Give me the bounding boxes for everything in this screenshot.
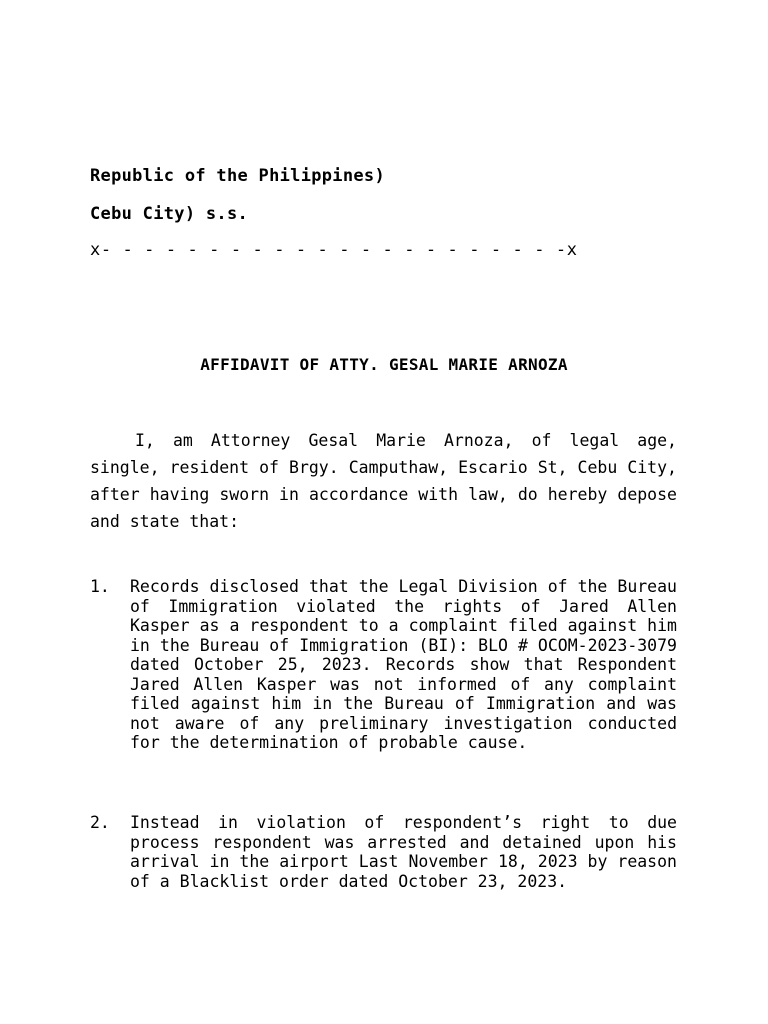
item-number: 1. bbox=[90, 577, 110, 596]
venue-city: Cebu City) s.s. bbox=[90, 204, 249, 224]
item-text: Records disclosed that the Legal Division of the Bureau of Immigration violated the rights of Jared Allen Kasper as a respondent to a complaint filed against him in the Bureau of Immigration (BI): BLO # OCOM-2023-3079 dated October 25, 2023. Records show that Respondent Jared Allen Kasper was not informed of any complaint filed against him in the Bureau of Immigration and was not aware of any preliminary investigation conducted for the determination of probable cause. bbox=[130, 577, 677, 752]
caption-separator: x- - - - - - - - - - - - - - - - - - - - - -x bbox=[90, 240, 578, 260]
numbered-item bbox=[90, 813, 677, 891]
numbered-item bbox=[90, 577, 677, 753]
item-text: Instead in violation of respondent’s right to due process respondent was arrested and detained upon his arrival in the airport Last November 18, 2023 by reason of a Blacklist order dated October 23, 2023. bbox=[130, 813, 677, 891]
venue-country: Republic of the Philippines) bbox=[90, 166, 385, 186]
intro-paragraph: I, am Attorney Gesal Marie Arnoza, of legal age, single, resident of Brgy. Camputhaw, Escario St, Cebu City, after having sworn in accordance with law, do hereby depose and state that: bbox=[90, 431, 677, 531]
item-number: 2. bbox=[90, 813, 110, 832]
document-title: AFFIDAVIT OF ATTY. GESAL MARIE ARNOZA bbox=[200, 355, 568, 374]
